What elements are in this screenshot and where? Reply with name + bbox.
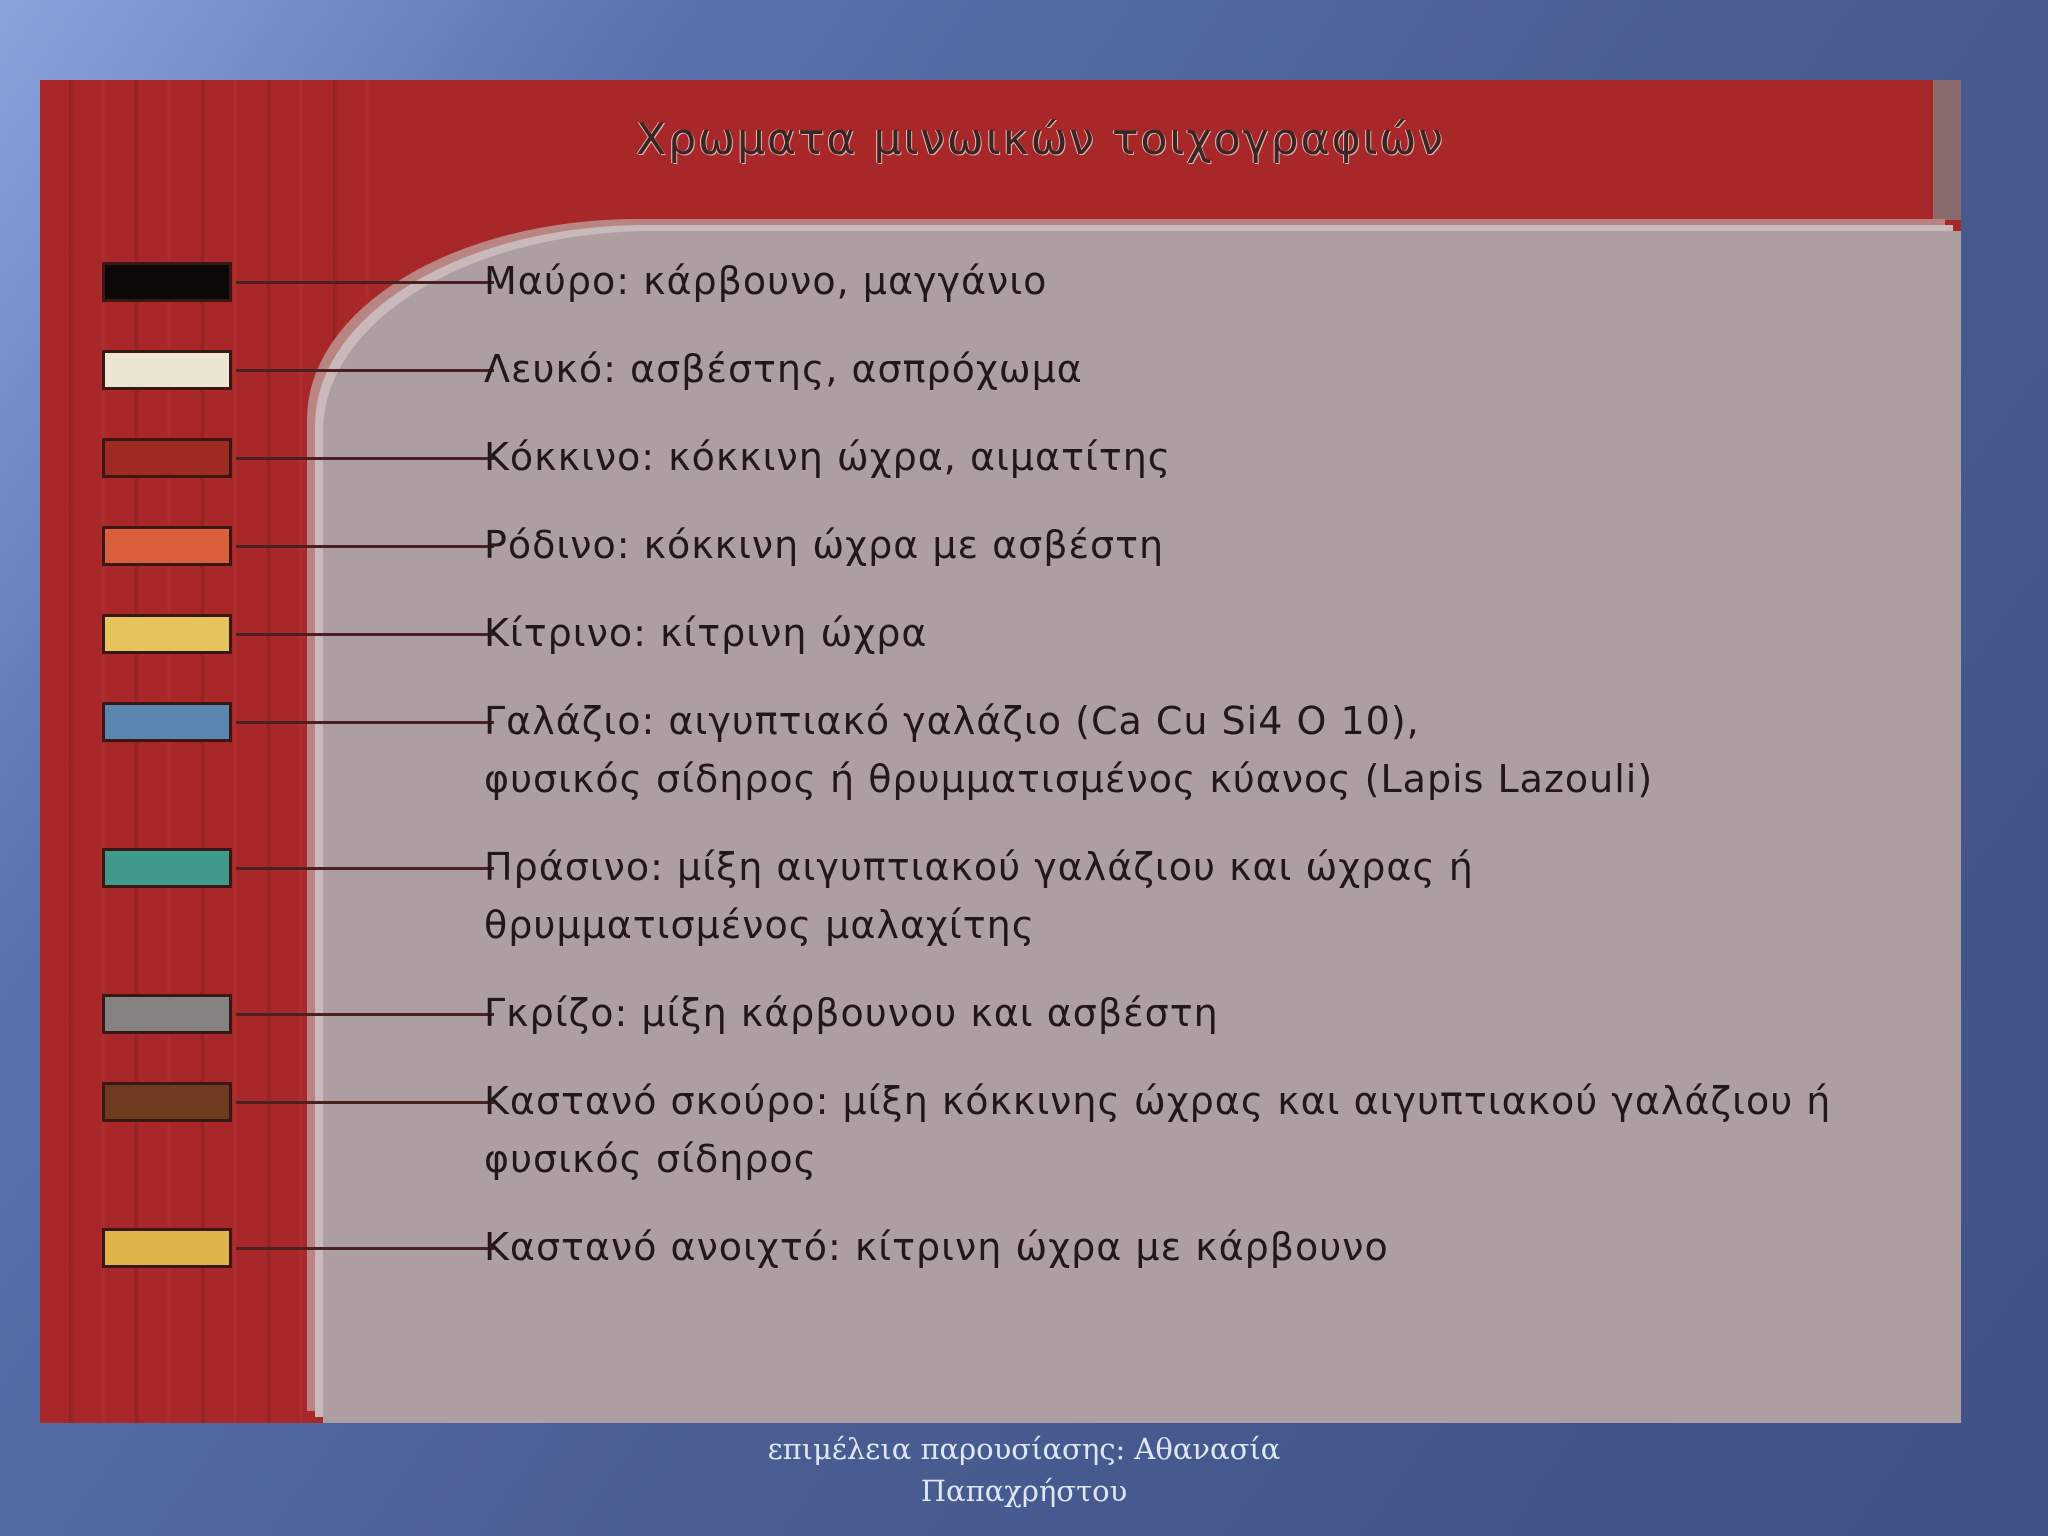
color-swatch — [102, 526, 232, 566]
color-description: Πράσινο: μίξη αιγυπτιακού γαλάζιου και ώχρας ή θρυμματισμένος μαλαχίτης — [484, 845, 1474, 947]
color-description: Μαύρο: κάρβουνο, μαγγάνιο — [484, 259, 1048, 303]
color-swatch — [102, 994, 232, 1034]
color-description: Κόκκινο: κόκκινη ώχρα, αιματίτης — [484, 435, 1172, 479]
color-swatch — [102, 262, 232, 302]
connector-line — [236, 1101, 494, 1104]
connector-line — [236, 867, 494, 870]
caption-line-2: Παπαχρήστου — [920, 1474, 1128, 1508]
color-legend — [40, 80, 1961, 1423]
connector-line — [236, 633, 494, 636]
connector-line — [236, 721, 494, 724]
connector-line — [236, 369, 494, 372]
figure-title: Χρωματα μινωικών τοιχογραφιών — [636, 114, 1445, 165]
connector-line — [236, 1247, 494, 1250]
color-swatch — [102, 350, 232, 390]
connector-line — [236, 1013, 494, 1016]
color-swatch — [102, 1082, 232, 1122]
minoan-colors-figure — [40, 80, 1961, 1423]
color-description: Καστανό ανοιχτό: κίτρινη ώχρα με κάρβουνο — [484, 1225, 1389, 1269]
color-description: Ρόδινο: κόκκινη ώχρα με ασβέστη — [484, 523, 1165, 567]
color-description: Καστανό σκούρο: μίξη κόκκινης ώχρας και αιγυπτιακού γαλάζιου ή φυσικός σίδηρος — [484, 1079, 1832, 1181]
connector-line — [236, 457, 494, 460]
color-description: Κίτρινο: κίτρινη ώχρα — [484, 611, 928, 655]
connector-line — [236, 281, 494, 284]
color-swatch — [102, 1228, 232, 1268]
color-swatch — [102, 438, 232, 478]
color-description: Γαλάζιο: αιγυπτιακό γαλάζιο (Ca Cu Si4 O 10), φυσικός σίδηρος ή θρυμματισμένος κύανος (Lapis Lazouli) — [484, 699, 1654, 801]
caption-line-1: επιμέλεια παρουσίασης: Αθανασία — [767, 1432, 1281, 1466]
color-description: Λευκό: ασβέστης, ασπρόχωμα — [484, 347, 1083, 391]
color-swatch — [102, 614, 232, 654]
color-swatch — [102, 848, 232, 888]
connector-line — [236, 545, 494, 548]
color-swatch — [102, 702, 232, 742]
color-description: Γκρίζο: μίξη κάρβουνου και ασβέστη — [484, 991, 1219, 1035]
slide-caption — [0, 1428, 2048, 1512]
